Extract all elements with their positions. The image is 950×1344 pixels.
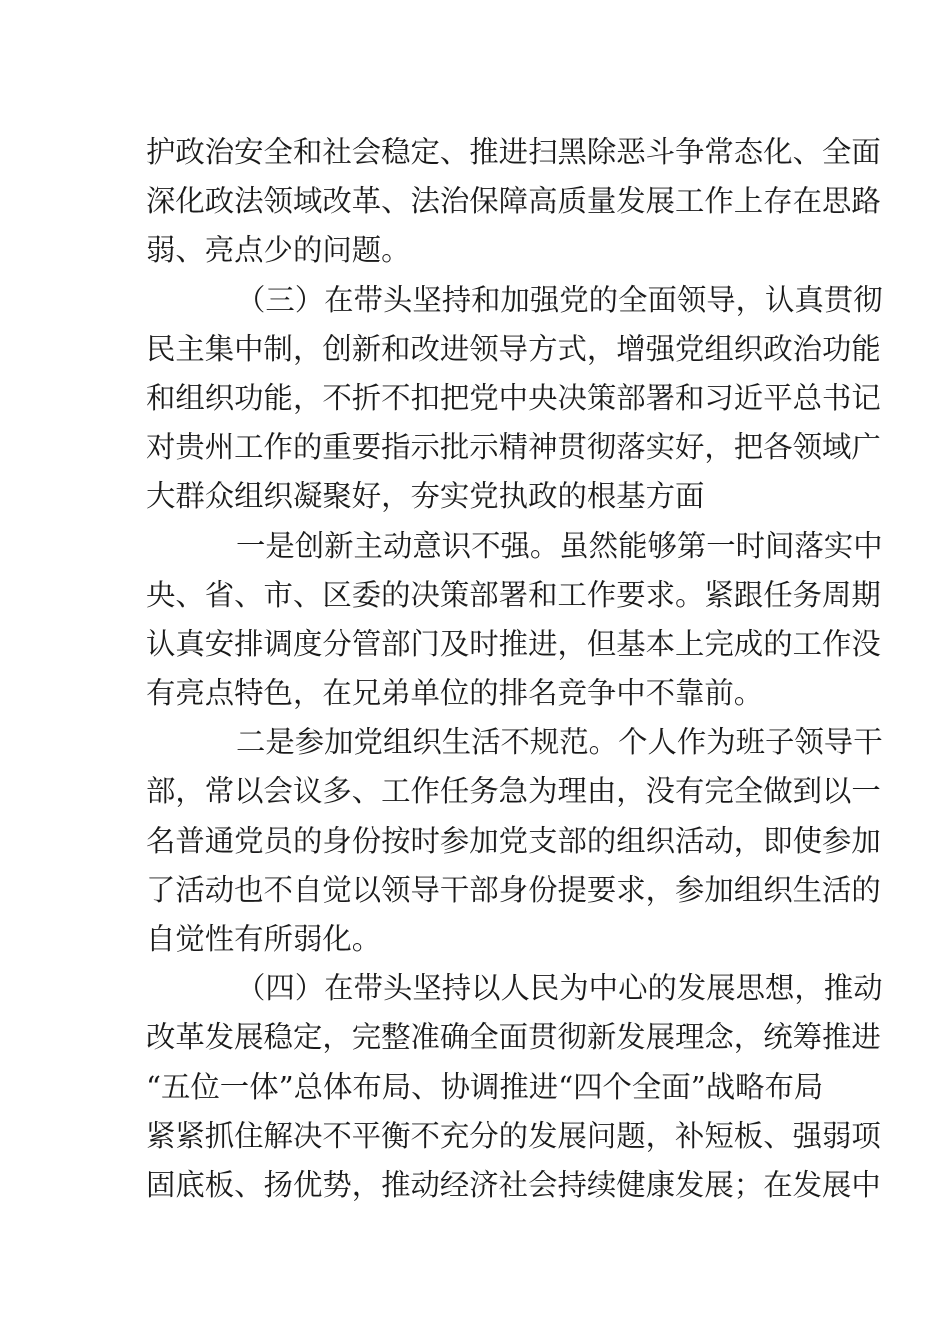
text-line: 自觉性有所弱化。 [146,922,382,956]
text-line: 大群众组织凝聚好，夯实党执政的根基方面 [146,479,705,514]
text-line: 固底板、扬优势，推动经济社会持续健康发展；在发展中 [146,1167,881,1202]
paragraph-2 [146,276,883,522]
text-line: 央、省、市、区委的决策部署和工作要求。紧跟任务周期 [146,577,881,612]
text-line: 紧紧抓住解决不平衡不充分的发展问题，补短板、强弱项 [146,1118,881,1153]
text-line: （四）在带头坚持以人民为中心的发展思想，推动 [236,971,883,1006]
text-line: 部，常以会议多、工作任务急为理由，没有完全做到以一 [146,774,881,809]
text-line: 认真安排调度分管部门及时推进，但基本上完成的工作没 [146,626,881,661]
paragraph-1 [146,128,881,276]
text-line: 深化政法领域改革、法治保障高质量发展工作上存在思路 [146,184,881,219]
text-line: 了活动也不自觉以领导干部身份提要求，参加组织生活的 [146,872,881,907]
text-line: 和组织功能，不折不扣把党中央决策部署和习近平总书记 [146,380,881,415]
text-line: 改革发展稳定，完整准确全面贯彻新发展理念，统筹推进 [146,1020,881,1055]
paragraph-5 [146,964,883,1210]
paragraph-3 [146,522,883,719]
text-line: 对贵州工作的重要指示批示精神贯彻落实好，把各领域广 [146,430,881,465]
text-line: （三）在带头坚持和加强党的全面领导，认真贯彻 [236,282,883,317]
text-line: 民主集中制，创新和改进领导方式，增强党组织政治功能 [146,331,881,366]
text-line: 有亮点特色，在兄弟单位的排名竞争中不靠前。 [146,676,764,711]
text-line: 护政治安全和社会稳定、推进扫黑除恶斗争常态化、全面 [146,135,881,169]
text-line: “五位一体”总体布局、协调推进“四个全面”战略布局 [146,1069,824,1104]
text-line: 名普通党员的身份按时参加党支部的组织活动，即使参加 [146,823,881,858]
text-line: 一是创新主动意识不强。虽然能够第一时间落实中 [236,528,883,563]
text-line: 弱、亮点少的问题。 [146,233,411,268]
text-line: 二是参加党组织生活不规范。个人作为班子领导干 [236,725,883,760]
document-body [146,128,883,1210]
paragraph-4 [146,718,883,964]
